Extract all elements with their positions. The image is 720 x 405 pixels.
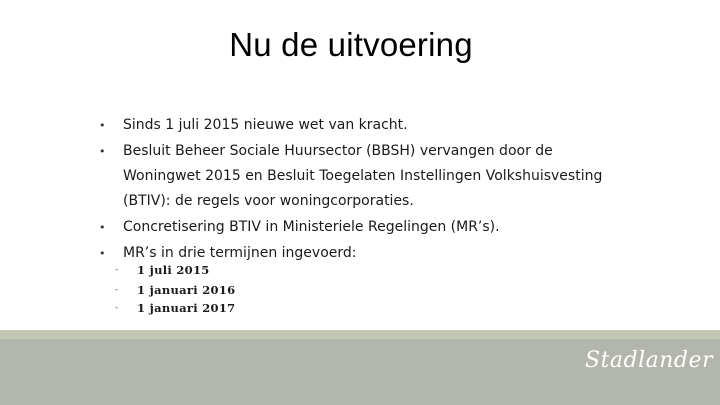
stadlander-logo: Stadlander (585, 348, 714, 373)
bullet-marker: • (99, 119, 106, 132)
sub-bullet-marker: - (115, 265, 119, 275)
slide-title: Nu de uitvoering (229, 26, 473, 63)
bullet-marker: • (99, 247, 106, 260)
bullet-text-line: Woningwet 2015 en Besluit Toegelaten Instellingen Volkshuisvesting (123, 168, 603, 184)
bullet-text: Sinds 1 juli 2015 nieuwe wet van kracht. (123, 117, 408, 133)
sub-bullet-text: 1 januari 2016 (137, 283, 236, 297)
bullet-text: Concretisering BTIV in Ministeriele Regelingen (MR’s). (123, 219, 500, 235)
sub-bullet-text: 1 juli 2015 (137, 263, 210, 277)
bullet-marker: • (99, 221, 106, 234)
bullet-text-line: Besluit Beheer Sociale Huursector (BBSH) vervangen door de (123, 143, 553, 159)
bullet-marker: • (99, 145, 106, 158)
sub-bullet-text: 1 januari 2017 (137, 301, 236, 315)
sub-bullet-marker: - (115, 303, 119, 313)
footer-divider (0, 330, 720, 339)
bullet-text: MR’s in drie termijnen ingevoerd: (123, 245, 357, 261)
sub-bullet-marker: - (115, 285, 119, 295)
bullet-text-line: (BTIV): de regels voor woningcorporaties. (123, 193, 414, 209)
